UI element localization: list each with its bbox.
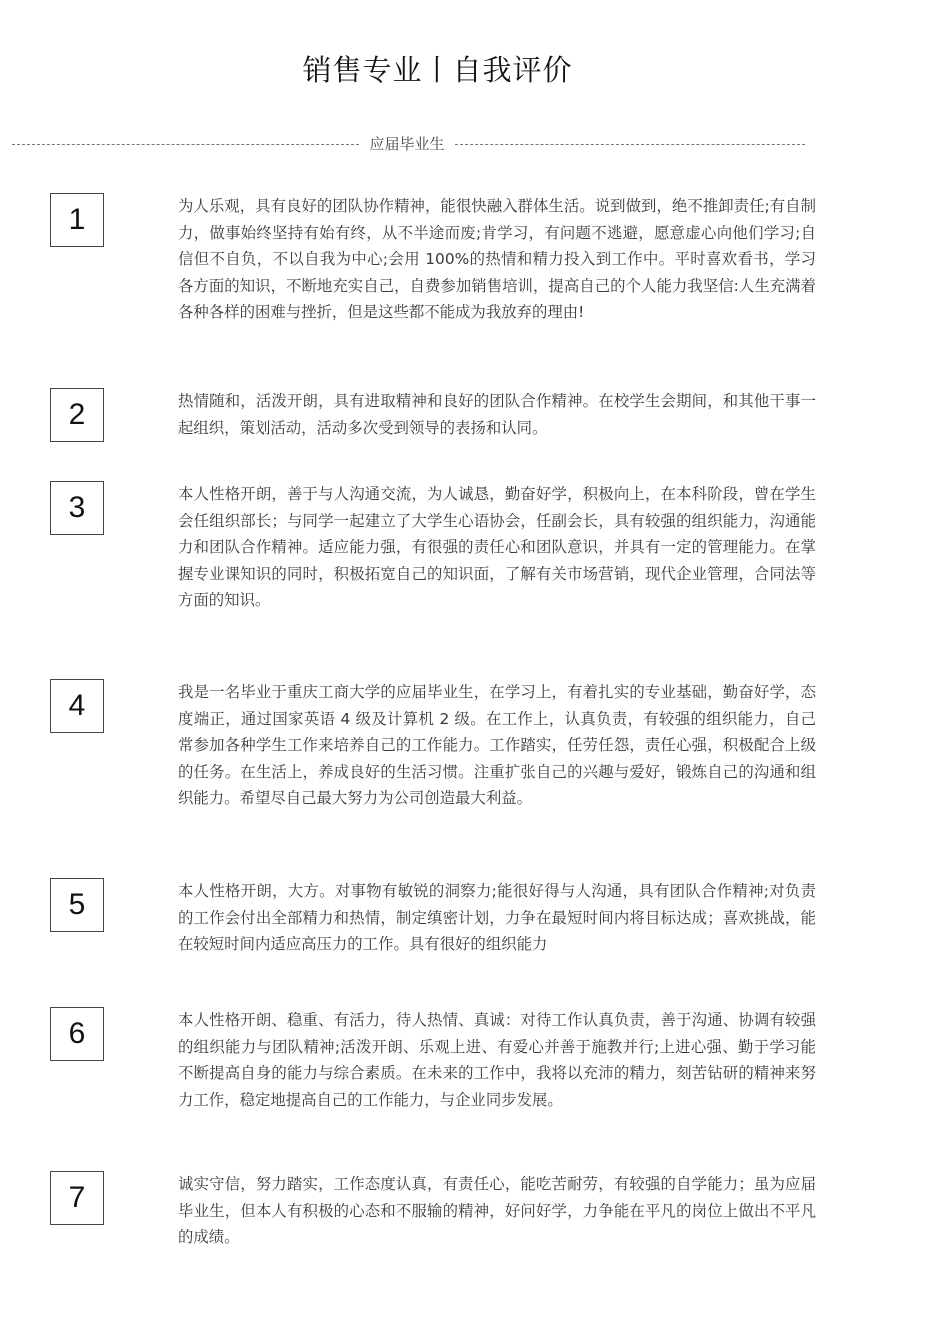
entry-text: 本人性格开朗、稳重、有活力，待人热情、真诚：对待工作认真负责，善于沟通、协调有较强的组织能力与团队精神;活泼开朗、乐观上进、有爱心并善于施教并行;上进心强、勤于学习能不断提高自身的能力与综合素质。在未来的工作中，我将以充沛的精力，刻苦钻研的精神来努力工作，稳定地提高自己的工作能力，与企业同步发展。 (178, 1011, 816, 1109)
entry-text: 热情随和，活泼开朗，具有进取精神和良好的团队合作精神。在校学生会期间，和其他干事一起组织，策划活动，活动多次受到领导的表扬和认同。 (178, 392, 816, 437)
subtitle-label: 应届毕业生 (369, 135, 445, 153)
entry-number-box: 4 (50, 679, 104, 733)
entry-text: 诚实守信，努力踏实，工作态度认真，有责任心，能吃苦耐劳，有较强的自学能力；虽为应届毕业生，但本人有积极的心态和不服输的精神，好问好学，力争能在平凡的岗位上做出不平凡的成绩。 (178, 1175, 816, 1246)
divider-line-right (455, 144, 805, 145)
entry-text: 本人性格开朗，善于与人沟通交流，为人诚恳，勤奋好学，积极向上，在本科阶段，曾在学生会任组织部长；与同学一起建立了大学生心语协会，任副会长，具有较强的组织能力，沟通能力和团队合作精神。适应能力强，有很强的责任心和团队意识，并具有一定的管理能力。在掌握专业课知识的同时，积极拓宽自己的知识面，了解有关市场营销，现代企业管理，合同法等方面的知识。 (178, 485, 816, 609)
page-title: 销售专业丨自我评价 (302, 53, 573, 87)
entry-number-box: 6 (50, 1007, 104, 1061)
entry-number-box: 5 (50, 878, 104, 932)
entry-text: 本人性格开朗，大方。对事物有敏锐的洞察力;能很好得与人沟通，具有团队合作精神;对负责的工作会付出全部精力和热情，制定缜密计划，力争在最短时间内将目标达成；喜欢挑战，能在较短时间内适应高压力的工作。具有很好的组织能力 (178, 882, 816, 953)
entry-number-box: 3 (50, 481, 104, 535)
entry-number-box: 2 (50, 388, 104, 442)
divider-line-left (12, 144, 359, 145)
entry-text: 我是一名毕业于重庆工商大学的应届毕业生，在学习上，有着扎实的专业基础，勤奋好学，态度端正，通过国家英语 4 级及计算机 2 级。在工作上，认真负责，有较强的组织能力，自己常参加各种学生工作来培养自己的工作能力。工作踏实，任劳任怨，责任心强，积极配合上级的任务。在生活上，养成良好的生活习惯。注重扩张自己的兴趣与爱好，锻炼自己的沟通和组织能力。希望尽自己最大努力为公司创造最大利益。 (178, 683, 816, 807)
entry-number-box: 7 (50, 1171, 104, 1225)
subtitle-divider (12, 133, 805, 155)
entry-text: 为人乐观，具有良好的团队协作精神，能很快融入群体生活。说到做到，绝不推卸责任;有自制力，做事始终坚持有始有终，从不半途而废;肯学习，有问题不逃避，愿意虚心向他们学习;自信但不自负，不以自我为中心;会用 100%的热情和精力投入到工作中。平时喜欢看书，学习各方面的知识，不断地充实自己，自费参加销售培训，提高自己的个人能力我坚信:人生充满着各种各样的困难与挫折，但是这些都不能成为我放弃的理由! (178, 197, 816, 321)
entry-number-box: 1 (50, 193, 104, 247)
